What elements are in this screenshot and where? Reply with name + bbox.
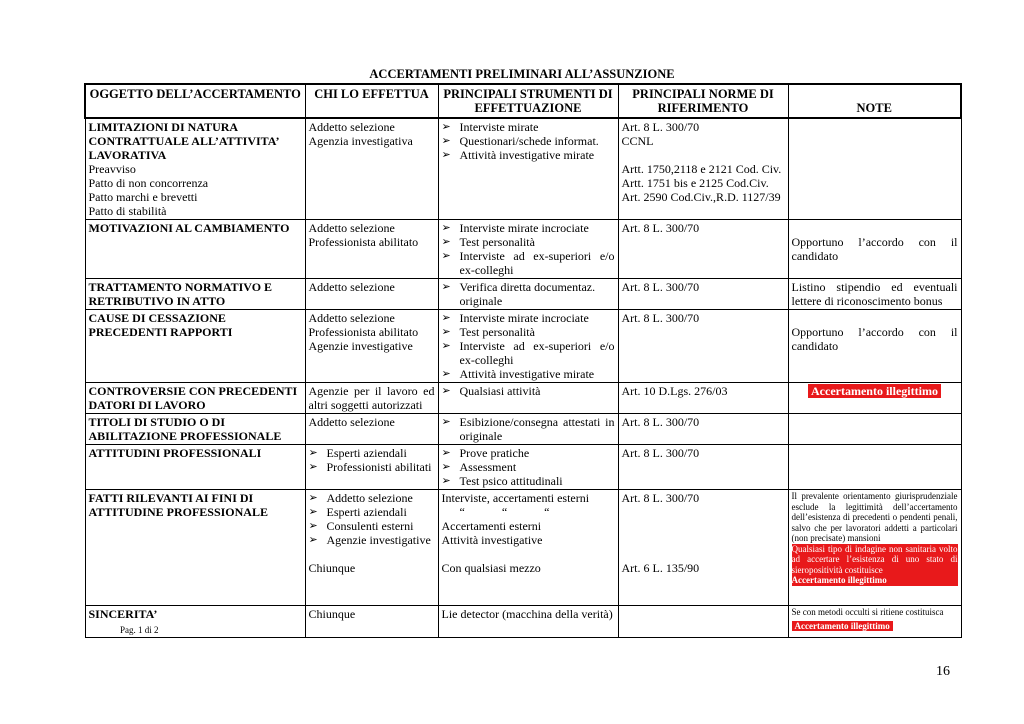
performer-item: Addetto selezione [308, 415, 395, 429]
page-number: 16 [936, 664, 950, 679]
tool-bullet-item: ➢ Assessment [442, 460, 615, 474]
norm-item: Art. 6 L. 135/90 [621, 561, 700, 575]
table-header-row [85, 84, 961, 118]
cell-note [788, 414, 961, 445]
tool-bullet-item: ➢ Test personalità [442, 325, 615, 339]
tool-line: Attività investigative [441, 533, 543, 547]
cell-note [788, 220, 961, 279]
cell-chi [305, 310, 438, 383]
table-row [85, 220, 961, 279]
norm-item: Art. 8 L. 300/70 [621, 311, 700, 325]
note-text: Il prevalente orientamento giurisprudenziale esclude la legittimità dell’accertamento dell’esistenza di precedenti o pendenti penali, salvo che per lavoratori addetti a particolari (non precisate) mansioni [791, 491, 958, 543]
cell-note [788, 445, 961, 490]
subject-sub-item: Patto marchi e brevetti [88, 190, 198, 204]
cell-strumenti [438, 220, 618, 279]
ditto-marks: “ “ “ [459, 505, 550, 519]
cell-norme [618, 220, 788, 279]
subject-sub-item: Patto di stabilità [88, 204, 167, 218]
cell-strumenti [438, 606, 618, 638]
cell-strumenti [438, 383, 618, 414]
tool-bullet-item: ➢ Attività investigative mirate [442, 148, 615, 162]
cell-norme [618, 445, 788, 490]
cell-chi [305, 414, 438, 445]
note-highlight-text: Qualsiasi tipo di indagine non sanitaria volto ad accertare l’esistenza di uno stato di sieropositività costituisce [791, 543, 958, 575]
performer-item: Chiunque [308, 607, 356, 621]
cell-strumenti [438, 445, 618, 490]
assessment-table [84, 83, 962, 638]
illegitimate-label: Accertamento illegittimo [791, 575, 887, 585]
norm-item: Artt. 1750,2118 e 2121 Cod. Civ. [621, 162, 782, 176]
note-highlight [792, 544, 958, 586]
table-row [85, 118, 961, 220]
cell-strumenti [438, 118, 618, 220]
subject-title: LIMITAZIONI DI NATURA CONTRATTUALE ALL’ATTIVITA’ LAVORATIVA [88, 120, 279, 162]
performer-bullet-item: ➢ Agenzie investigative [309, 533, 435, 547]
tool-bullet-item: ➢ Interviste mirate incrociate [442, 221, 615, 235]
cell-oggetto [85, 118, 305, 220]
cell-norme [618, 490, 788, 606]
subject-title: MOTIVAZIONI AL CAMBIAMENTO [88, 221, 290, 235]
document-title: ACCERTAMENTI PRELIMINARI ALL’ASSUNZIONE [369, 67, 675, 81]
performer-item: Professionista abilitato [308, 235, 419, 249]
cell-oggetto [85, 279, 305, 310]
table-row [85, 414, 961, 445]
subject-sub-item: Patto di non concorrenza [88, 176, 209, 190]
table-row [85, 279, 961, 310]
tool-bullet-item: ➢ Test psico attitudinali [442, 474, 615, 488]
cell-note [788, 606, 961, 638]
norm-item: Art. 8 L. 300/70 [621, 415, 700, 429]
norm-item: Art. 8 L. 300/70 [621, 120, 700, 134]
norm-item: Art. 8 L. 300/70 [621, 280, 700, 294]
subject-sub-item: Preavviso [88, 162, 136, 176]
cell-chi [305, 279, 438, 310]
cell-oggetto [85, 220, 305, 279]
performer-item: Chiunque [308, 561, 356, 575]
subject-title: FATTI RILEVANTI AI FINI DI ATTITUDINE PROFESSIONALE [88, 491, 268, 519]
tool-bullet-item: ➢ Verifica diretta documentaz. originale [442, 280, 615, 308]
cell-oggetto [85, 310, 305, 383]
tool-line: Interviste, accertamenti esterni [441, 491, 590, 505]
cell-strumenti [438, 310, 618, 383]
cell-strumenti [438, 414, 618, 445]
table-row [85, 490, 961, 606]
tool-line: Accertamenti esterni [441, 519, 542, 533]
cell-norme [618, 118, 788, 220]
cell-chi [305, 118, 438, 220]
tool-bullet-item: ➢ Test personalità [442, 235, 615, 249]
table-row [85, 445, 961, 490]
subject-title: ATTITUDINI PROFESSIONALI [88, 446, 262, 460]
performer-item: Addetto selezione [308, 120, 395, 134]
header-norme: PRINCIPALI NORME DI RIFERIMENTO [618, 84, 788, 118]
page-footer: Pag. 1 di 2 [120, 625, 159, 635]
tool-bullet-item: ➢ Attività investigative mirate [442, 367, 615, 381]
tool-bullet-item: ➢ Interviste mirate [442, 120, 615, 134]
subject-title: SINCERITA’ [88, 607, 158, 621]
table-row [85, 606, 961, 638]
cell-note [788, 279, 961, 310]
header-note: NOTE [788, 84, 961, 118]
norm-item: Art. 2590 Cod.Civ.,R.D. 1127/39 [621, 190, 781, 204]
cell-norme [618, 383, 788, 414]
cell-oggetto [85, 445, 305, 490]
performer-bullet-item: ➢ Esperti aziendali [309, 505, 435, 519]
note-text: Se con metodi occulti si ritiene costituisca [791, 607, 944, 617]
cell-chi [305, 445, 438, 490]
norm-item: Art. 10 D.Lgs. 276/03 [621, 384, 728, 398]
subject-title: CONTROVERSIE CON PRECEDENTI DATORI DI LAVORO [88, 384, 298, 412]
cell-note [788, 383, 961, 414]
performer-item: Professionista abilitato [308, 325, 419, 339]
table-row [85, 310, 961, 383]
cell-chi [305, 490, 438, 606]
performer-item: Addetto selezione [308, 221, 395, 235]
performer-item: Addetto selezione [308, 280, 395, 294]
tool-bullet-item: ➢ Interviste ad ex-superiori e/o ex-colleghi [442, 249, 615, 277]
header-chi: CHI LO EFFETTUA [305, 84, 438, 118]
illegitimate-badge: Accertamento illegittimo [792, 621, 893, 632]
norm-item: Artt. 1751 bis e 2125 Cod.Civ. [621, 176, 769, 190]
cell-norme [618, 606, 788, 638]
header-oggetto: OGGETTO DELL’ACCERTAMENTO [85, 84, 305, 118]
subject-title: TRATTAMENTO NORMATIVO E RETRIBUTIVO IN ATTO [88, 280, 273, 308]
note-text: Opportuno l’accordo con il candidato [791, 235, 958, 263]
tool-line: Lie detector (macchina della verità) [441, 607, 613, 621]
subject-title: TITOLI DI STUDIO O DI ABILITAZIONE PROFESSIONALE [88, 415, 282, 443]
tool-bullet-item: ➢ Questionari/schede informat. [442, 134, 615, 148]
note-text: Opportuno l’accordo con il candidato [791, 325, 958, 353]
cell-oggetto [85, 414, 305, 445]
tool-bullet-item: ➢ Qualsiasi attività [442, 384, 615, 398]
performer-bullet-item: ➢ Esperti aziendali [309, 446, 435, 460]
subject-title: CAUSE DI CESSAZIONE PRECEDENTI RAPPORTI [88, 311, 233, 339]
norm-item: Art. 8 L. 300/70 [621, 446, 700, 460]
cell-oggetto [85, 383, 305, 414]
performer-item: Agenzia investigativa [308, 134, 413, 148]
cell-note [788, 118, 961, 220]
cell-chi [305, 606, 438, 638]
cell-strumenti [438, 490, 618, 606]
performer-item: Addetto selezione [308, 311, 395, 325]
cell-chi [305, 383, 438, 414]
performer-item: Agenzie investigative [308, 339, 413, 353]
performer-bullet-item: ➢ Consulenti esterni [309, 519, 435, 533]
cell-strumenti [438, 279, 618, 310]
cell-norme [618, 414, 788, 445]
cell-chi [305, 220, 438, 279]
table-row [85, 383, 961, 414]
cell-norme [618, 310, 788, 383]
tool-bullet-item: ➢ Prove pratiche [442, 446, 615, 460]
cell-norme [618, 279, 788, 310]
cell-oggetto [85, 490, 305, 606]
performer-item: Agenzie per il lavoro ed altri soggetti autorizzati [308, 384, 435, 412]
header-strumenti: PRINCIPALI STRUMENTI DI EFFETTUAZIONE [438, 84, 618, 118]
norm-item: Art. 8 L. 300/70 [621, 491, 700, 505]
performer-bullet-item: ➢ Professionisti abilitati [309, 460, 435, 474]
norm-item: CCNL [621, 134, 654, 148]
norm-item: Art. 8 L. 300/70 [621, 221, 700, 235]
performer-bullet-item: ➢ Addetto selezione [309, 491, 435, 505]
cell-note [788, 310, 961, 383]
cell-oggetto [85, 606, 305, 638]
tool-bullet-item: ➢ Interviste mirate incrociate [442, 311, 615, 325]
tool-line: Con qualsiasi mezzo [441, 561, 541, 575]
illegitimate-badge: Accertamento illegittimo [808, 384, 941, 398]
cell-note [788, 490, 961, 606]
note-text: Listino stipendio ed eventuali lettere di riconoscimento bonus [791, 280, 958, 308]
tool-bullet-item: ➢ Interviste ad ex-superiori e/o ex-colleghi [442, 339, 615, 367]
tool-bullet-item: ➢ Esibizione/consegna attestati in originale [442, 415, 615, 443]
